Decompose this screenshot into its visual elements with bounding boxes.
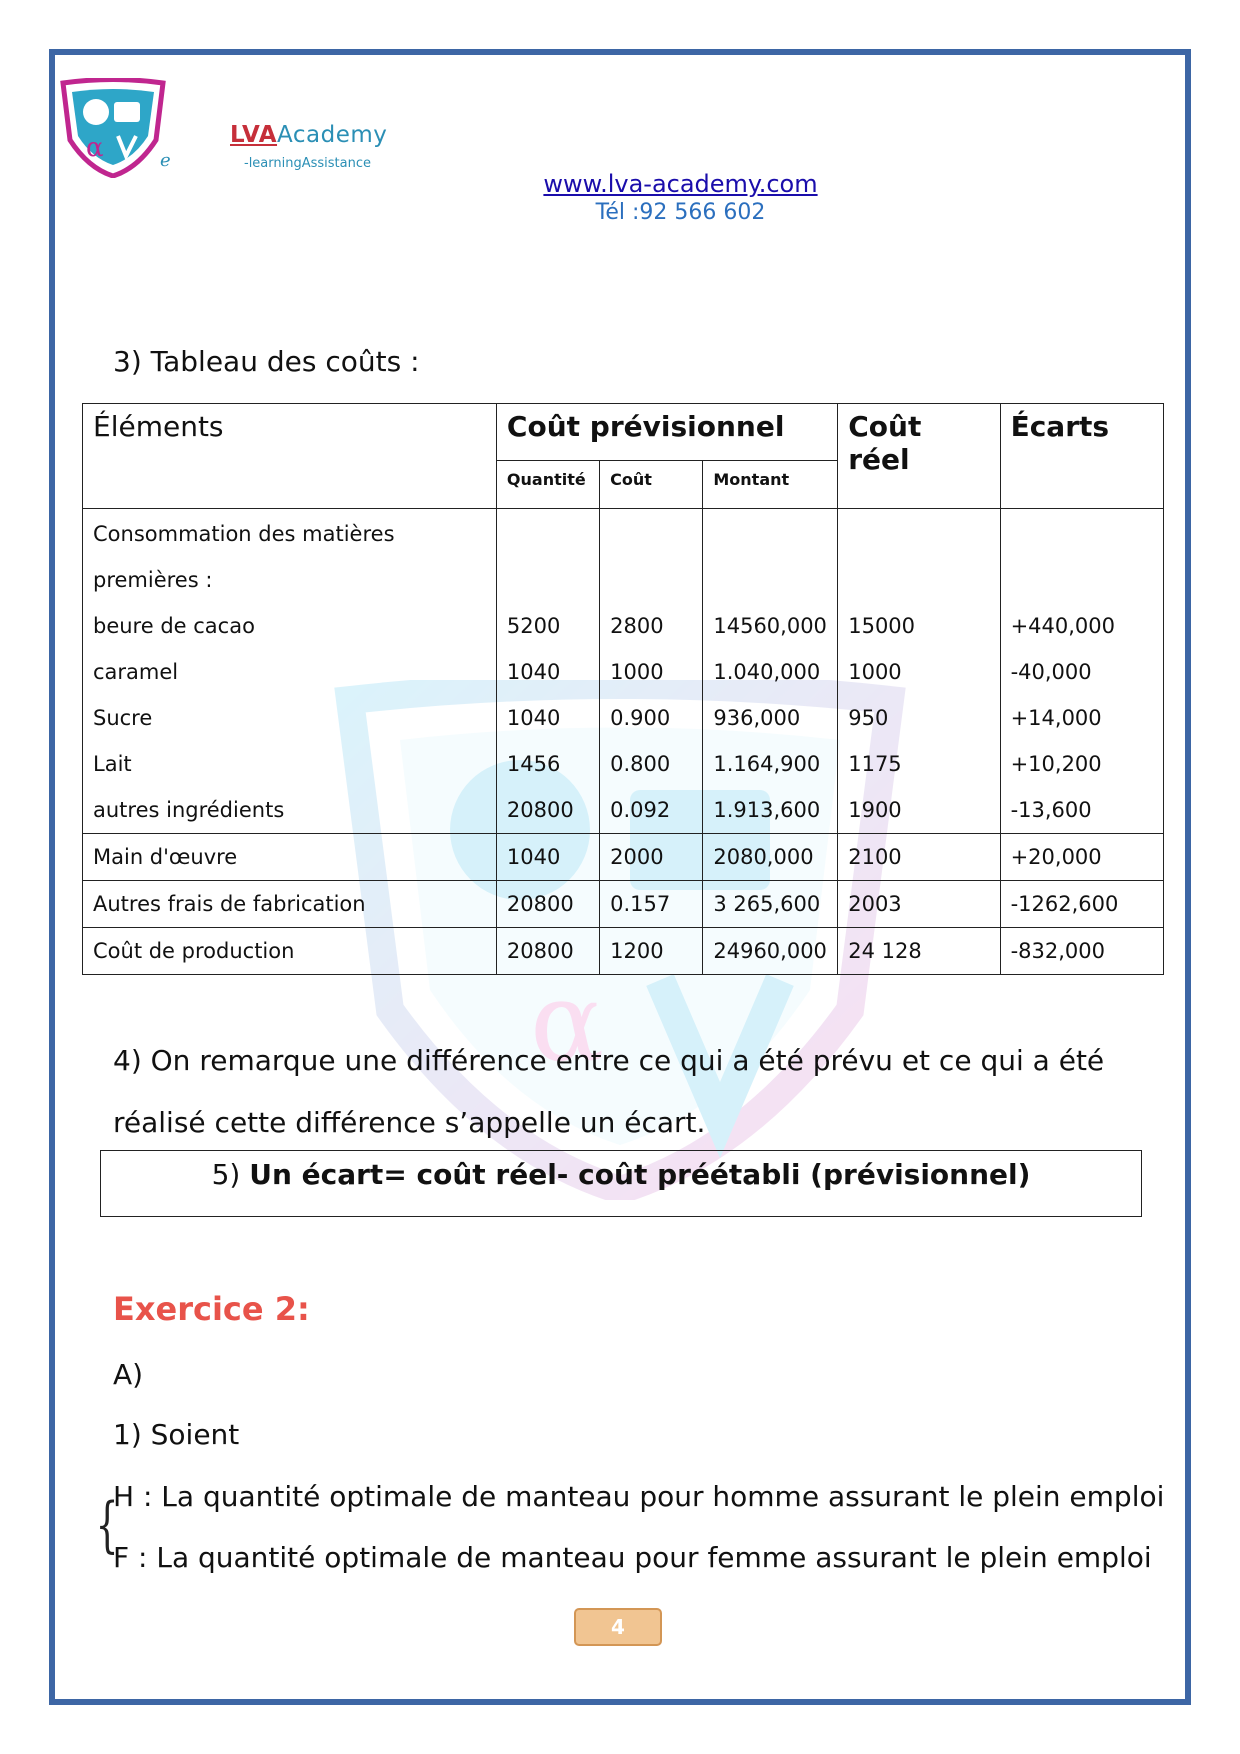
item-ecart: +10,200 (1010, 752, 1102, 776)
section-5-formula-box (100, 1150, 1142, 1217)
matieres-label-line2: premières : (93, 568, 213, 592)
item-ecart: +14,000 (1010, 706, 1102, 730)
exercise-2-question-1: 1) Soient (113, 1418, 240, 1451)
item-ecart: -13,600 (1010, 798, 1092, 822)
matieres-label-line1: Consommation des matières (93, 522, 395, 546)
row-ecart: -832,000 (1000, 928, 1163, 975)
row-reel: 2100 (838, 834, 1000, 881)
logo-letter: e (160, 150, 171, 171)
section-5-prefix: 5) (211, 1158, 250, 1191)
variable-h-definition: H : La quantité optimale de manteau pour homme assurant le plein emploi (113, 1480, 1165, 1513)
item-cout: 0.092 (610, 798, 671, 822)
matieres-reels (838, 509, 1000, 834)
row-reel: 24 128 (838, 928, 1000, 975)
item-montant: 1.040,000 (713, 660, 821, 684)
item-reel: 1000 (848, 660, 902, 684)
item-montant: 1.164,900 (713, 752, 821, 776)
variable-f-definition: F : La quantité optimale de manteau pour femme assurant le plein emploi (113, 1541, 1152, 1574)
row-reel: 2003 (838, 881, 1000, 928)
section-5-formula: Un écart= coût réel- coût préétabli (prévisionnel) (249, 1158, 1031, 1191)
website-link[interactable]: www.lva-academy.com (543, 170, 818, 198)
lva-logo (58, 78, 168, 178)
item-quantite: 20800 (506, 798, 574, 822)
matieres-labels (83, 509, 497, 834)
row-label: Coût de production (83, 928, 497, 975)
item-cout: 1000 (610, 660, 664, 684)
cost-table (82, 403, 1164, 975)
matieres-couts (600, 509, 703, 834)
row-quantite: 1040 (496, 834, 599, 881)
row-label: Main d'œuvre (83, 834, 497, 881)
header-ecarts: Écarts (1000, 404, 1163, 509)
row-cout: 1200 (600, 928, 703, 975)
item-reel: 15000 (848, 614, 916, 638)
row-quantite: 20800 (496, 928, 599, 975)
exercise-2-title: Exercice 2: (113, 1290, 310, 1328)
table-row (83, 881, 1164, 928)
brand-lva: LVA (230, 122, 278, 148)
brand-name (230, 122, 387, 148)
item-montant: 1.913,600 (713, 798, 821, 822)
matieres-ecarts (1000, 509, 1163, 834)
row-montant: 2080,000 (703, 834, 838, 881)
row-quantite: 20800 (496, 881, 599, 928)
table-row (83, 928, 1164, 975)
contact-block (0, 170, 1240, 225)
header-quantite: Quantité (496, 461, 599, 509)
section-4-paragraph (113, 1030, 1113, 1154)
brand-academy: Academy (277, 122, 388, 148)
brand-subtitle: -learningAssistance (244, 156, 371, 171)
header-cout-reel: Coût réel (838, 404, 1000, 509)
item-cout: 0.800 (610, 752, 671, 776)
item-label: beure de cacao (93, 614, 255, 638)
header-cout-previsionnel: Coût prévisionnel (496, 404, 837, 461)
table-row (83, 834, 1164, 881)
phone-number: Tél :92 566 602 (595, 200, 766, 225)
item-label: autres ingrédients (93, 798, 285, 822)
row-cout: 2000 (600, 834, 703, 881)
item-ecart: +440,000 (1010, 614, 1116, 638)
exercise-2-part-a: A) (113, 1358, 144, 1391)
row-montant: 24960,000 (703, 928, 838, 975)
row-montant: 3 265,600 (703, 881, 838, 928)
section-3-title: 3) Tableau des coûts : (113, 345, 420, 378)
header-cout: Coût (600, 461, 703, 509)
item-reel: 1175 (848, 752, 902, 776)
svg-text:α: α (86, 133, 104, 163)
section-4-line2: réalisé cette différence s’appelle un écart. (113, 1106, 706, 1139)
row-cout: 0.157 (600, 881, 703, 928)
item-cout: 2800 (610, 614, 664, 638)
item-quantite: 1456 (506, 752, 561, 776)
item-label: Sucre (93, 706, 153, 730)
svg-text:α: α (530, 958, 605, 1086)
item-reel: 1900 (848, 798, 902, 822)
page-number-badge: 4 (574, 1608, 662, 1646)
item-montant: 936,000 (713, 706, 801, 730)
item-quantite: 5200 (506, 614, 561, 638)
matieres-quantites (496, 509, 599, 834)
section-4-line1: 4) On remarque une différence entre ce qui a été prévu et ce qui a été (113, 1044, 1105, 1077)
item-quantite: 1040 (506, 706, 561, 730)
table-header-row (83, 404, 1164, 461)
table-row-matieres (83, 509, 1164, 834)
item-cout: 0.900 (610, 706, 671, 730)
item-ecart: -40,000 (1010, 660, 1092, 684)
item-reel: 950 (848, 706, 889, 730)
shield-logo-icon (58, 78, 168, 178)
row-ecart: -1262,600 (1000, 881, 1163, 928)
row-label: Autres frais de fabrication (83, 881, 497, 928)
item-montant: 14560,000 (713, 614, 827, 638)
item-label: Lait (93, 752, 132, 776)
header-montant: Montant (703, 461, 838, 509)
header-elements: Éléments (83, 404, 497, 509)
item-label: caramel (93, 660, 179, 684)
item-quantite: 1040 (506, 660, 561, 684)
row-ecart: +20,000 (1000, 834, 1163, 881)
matieres-montants (703, 509, 838, 834)
left-brace-icon: { (95, 1490, 119, 1560)
